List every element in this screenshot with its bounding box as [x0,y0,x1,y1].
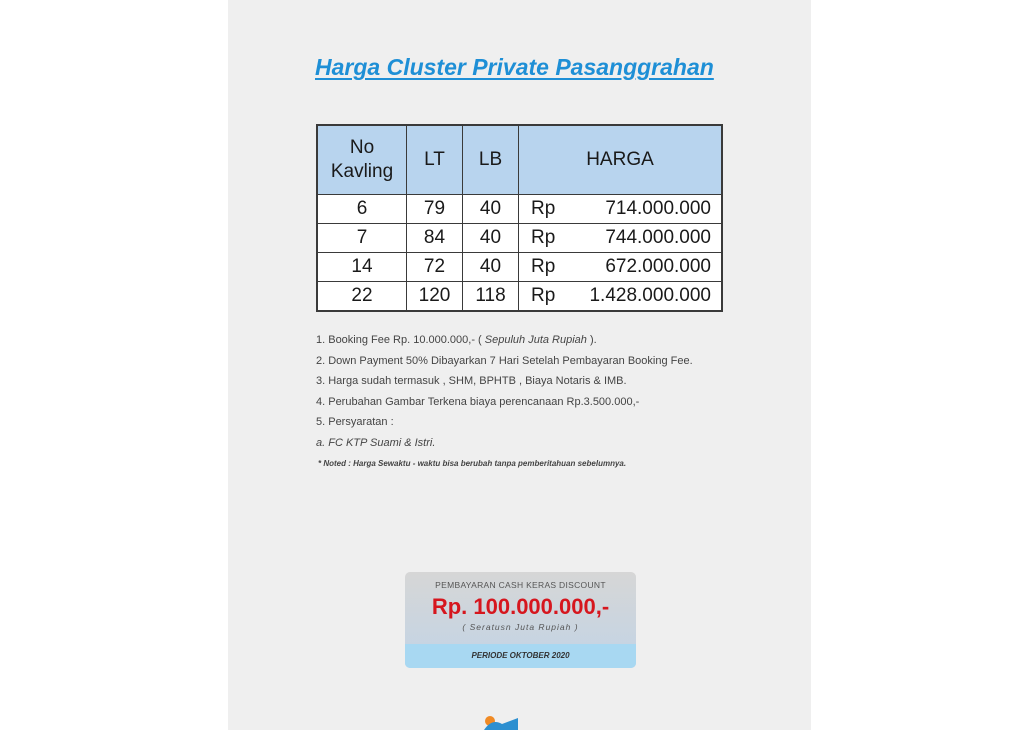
cell-lb: 40 [463,253,519,282]
price-table [316,124,723,312]
promo-amount: Rp. 100.000.000,- [431,594,610,619]
header-lt: LT [407,125,463,195]
cell-harga [519,195,723,224]
note-included-costs: 3. Harga sudah termasuk , SHM, BPHTB , Biaya Notaris & IMB. [316,375,627,387]
cell-no: 22 [317,282,407,312]
note-requirement-ktp: a. FC KTP Suami & Istri. [316,436,436,449]
terms-list [316,330,786,453]
cell-no: 6 [317,195,407,224]
promo-label: PEMBAYARAN CASH KERAS DISCOUNT [435,580,606,590]
cell-lb: 40 [463,195,519,224]
promo-period: PERIODE OKTOBER 2020 [405,644,636,668]
cash-discount-box [405,572,636,668]
table-row [317,195,722,224]
note-down-payment: 2. Down Payment 50% Dibayarkan 7 Hari Setelah Pembayaran Booking Fee. [316,354,693,367]
currency-label: Rp [531,198,556,219]
currency-label: Rp [531,227,556,248]
brochure-page [228,0,811,730]
header-lb: LB [463,125,519,195]
currency-label: Rp [531,256,556,277]
table-header-row [317,125,722,195]
cell-no: 14 [317,253,407,282]
cell-harga [519,224,723,253]
cell-harga [519,282,723,312]
cell-lt: 72 [407,253,463,282]
cell-lt: 84 [407,224,463,253]
cell-lb: 40 [463,224,519,253]
cell-lt: 120 [407,282,463,312]
header-no-kavling: No Kavling [317,125,407,195]
note-booking-fee: 1. Booking Fee Rp. 10.000.000,- ( Sepuluh Juta Rupiah ). [316,334,597,346]
cell-lt: 79 [407,195,463,224]
note-requirements: 5. Persyaratan : [316,416,394,428]
promo-amount-words: ( Seratusn Juta Rupiah ) [462,622,579,632]
company-logo-icon [480,712,520,730]
cell-no: 7 [317,224,407,253]
currency-label: Rp [531,285,556,306]
page-title: Harga Cluster Private Pasanggrahan [315,54,714,80]
header-harga: HARGA [519,125,723,195]
table-row [317,224,722,253]
price-disclaimer: * Noted : Harga Sewaktu - waktu bisa berubah tanpa pemberitahuan sebelumnya. [318,459,627,468]
price-value: 714.000.000 [605,198,711,219]
table-row [317,282,722,312]
price-value: 672.000.000 [605,256,711,277]
price-value: 1.428.000.000 [589,285,711,306]
price-value: 744.000.000 [605,227,711,248]
cell-lb: 118 [463,282,519,312]
cell-harga [519,253,723,282]
table-row [317,253,722,282]
note-design-change: 4. Perubahan Gambar Terkena biaya perencanaan Rp.3.500.000,- [316,395,640,408]
